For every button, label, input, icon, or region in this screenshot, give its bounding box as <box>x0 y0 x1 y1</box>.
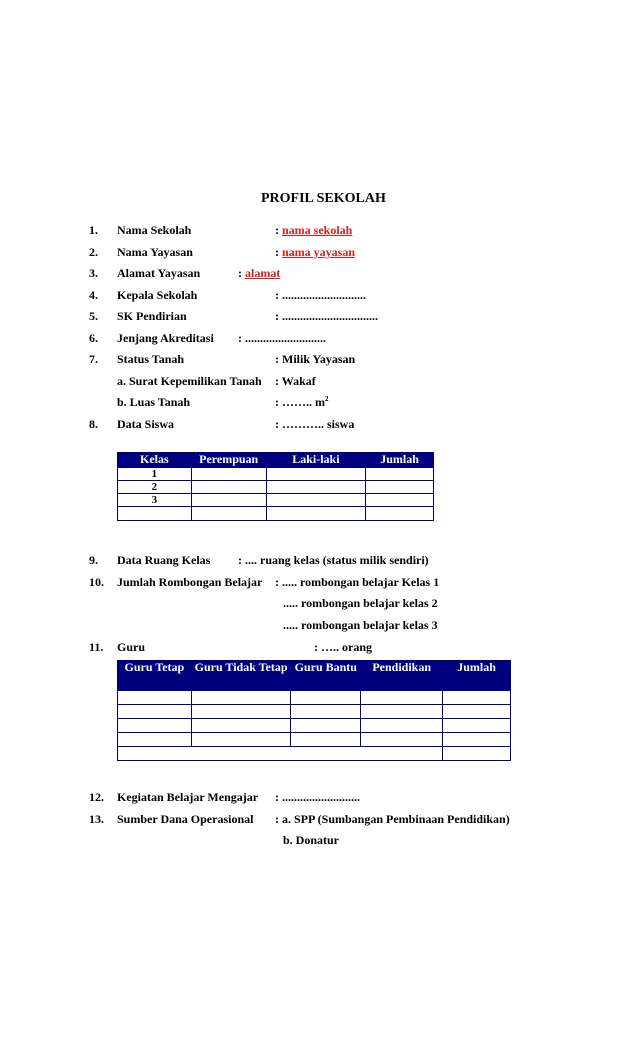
item-value: : ........................... <box>238 331 326 345</box>
table-cell[interactable]: 3 <box>118 494 192 507</box>
table-cell[interactable] <box>191 507 266 521</box>
header-guru-tetap: Guru Tetap <box>118 661 192 691</box>
item-label: SK Pendirian <box>117 309 187 323</box>
item-value: : Wakaf <box>275 374 316 388</box>
item-label: Kegiatan Belajar Mengajar <box>117 790 259 804</box>
value-prefix: : <box>238 266 245 280</box>
table-cell[interactable] <box>118 733 192 747</box>
item-number: 1. <box>89 223 98 237</box>
item-value <box>238 266 280 280</box>
alamat-link[interactable]: alamat <box>245 266 281 280</box>
table-total-row <box>118 747 511 761</box>
item-value: : a. SPP (Sumbangan Pembinaan Pendidikan) <box>275 812 510 826</box>
item-label: Alamat Yayasan <box>117 266 201 280</box>
item-label: b. Luas Tanah <box>117 395 191 409</box>
value-prefix: : <box>275 223 282 237</box>
superscript-2: 2 <box>325 395 329 403</box>
data-guru-table <box>117 660 511 761</box>
table-cell[interactable] <box>191 691 291 705</box>
item-number: 5. <box>89 309 98 323</box>
table-cell[interactable] <box>266 494 366 507</box>
item-label: Jumlah Rombongan Belajar <box>117 575 263 589</box>
luas-value: : …….. m <box>275 395 325 409</box>
item-value: : Milik Yayasan <box>275 352 356 366</box>
table-cell[interactable] <box>118 747 443 761</box>
header-pendidikan: Pendidikan <box>361 661 443 691</box>
table-cell[interactable] <box>361 705 443 719</box>
item-label: Jenjang Akreditasi <box>117 331 214 345</box>
table-cell[interactable] <box>443 747 511 761</box>
nama-sekolah-link[interactable]: nama sekolah <box>282 223 353 237</box>
table-cell[interactable] <box>191 705 291 719</box>
item-value: : .......................... <box>275 790 360 804</box>
item-label: Guru <box>117 640 146 654</box>
nama-yayasan-link[interactable]: nama yayasan <box>282 245 356 259</box>
table-row <box>118 468 434 481</box>
table-header-row <box>118 453 434 468</box>
item-number: 9. <box>89 553 98 567</box>
item-label: Status Tanah <box>117 352 185 366</box>
table-row <box>118 733 511 747</box>
table-cell[interactable] <box>266 468 366 481</box>
item-number: 10. <box>89 575 104 589</box>
table-cell[interactable] <box>366 468 434 481</box>
item-number: 13. <box>89 812 104 826</box>
item-number: 2. <box>89 245 98 259</box>
table-cell[interactable] <box>266 481 366 494</box>
item-value: : .... ruang kelas (status milik sendiri) <box>238 553 429 567</box>
table-cell[interactable]: 1 <box>118 468 192 481</box>
item-number: 3. <box>89 266 98 280</box>
table-row <box>118 719 511 733</box>
table-cell[interactable] <box>366 481 434 494</box>
item-label: a. Surat Kepemilikan Tanah <box>117 374 262 388</box>
item-value: ..... rombongan belajar kelas 3 <box>283 618 438 632</box>
table-cell[interactable] <box>291 733 361 747</box>
table-cell[interactable] <box>191 719 291 733</box>
item-number: 11. <box>89 640 104 654</box>
table-cell[interactable] <box>191 481 266 494</box>
table-cell[interactable] <box>291 705 361 719</box>
table-cell[interactable] <box>361 691 443 705</box>
table-cell[interactable] <box>118 705 192 719</box>
item-value: : ….. orang <box>314 640 372 654</box>
table-cell[interactable] <box>366 494 434 507</box>
item-number: 4. <box>89 288 98 302</box>
page-title: PROFIL SEKOLAH <box>261 191 386 206</box>
item-value: : ............................ <box>275 288 366 302</box>
table-cell[interactable] <box>291 691 361 705</box>
item-number: 12. <box>89 790 104 804</box>
item-value <box>275 223 352 237</box>
item-label: Data Ruang Kelas <box>117 553 211 567</box>
item-value <box>275 395 329 409</box>
table-cell[interactable] <box>443 705 511 719</box>
header-laki-laki: Laki-laki <box>266 453 366 468</box>
table-row <box>118 691 511 705</box>
table-cell[interactable] <box>191 494 266 507</box>
table-row <box>118 507 434 521</box>
item-value: ..... rombongan belajar kelas 2 <box>283 596 438 610</box>
header-guru-tidak-tetap: Guru Tidak Tetap <box>191 661 291 691</box>
table-cell[interactable] <box>118 691 192 705</box>
table-cell[interactable] <box>366 507 434 521</box>
header-kelas: Kelas <box>118 453 192 468</box>
item-value: b. Donatur <box>283 833 340 847</box>
item-value: : ..... rombongan belajar Kelas 1 <box>275 575 440 589</box>
table-cell[interactable] <box>361 719 443 733</box>
table-cell[interactable] <box>191 733 291 747</box>
table-cell[interactable] <box>266 507 366 521</box>
item-label: Sumber Dana Operasional <box>117 812 254 826</box>
item-number: 7. <box>89 352 98 366</box>
table-cell[interactable] <box>443 691 511 705</box>
table-row <box>118 494 434 507</box>
header-jumlah: Jumlah <box>443 661 511 691</box>
item-label: Nama Sekolah <box>117 223 192 237</box>
item-label: Kepala Sekolah <box>117 288 198 302</box>
item-label: Nama Yayasan <box>117 245 193 259</box>
item-value <box>275 245 355 259</box>
header-jumlah: Jumlah <box>366 453 434 468</box>
table-header-row <box>118 661 511 691</box>
table-cell[interactable] <box>118 719 192 733</box>
item-label: Data Siswa <box>117 417 175 431</box>
item-value: : ……….. siswa <box>275 417 355 431</box>
header-guru-bantu: Guru Bantu <box>291 661 361 691</box>
data-siswa-table <box>117 452 434 521</box>
item-value: : ................................ <box>275 309 378 323</box>
table-row <box>118 705 511 719</box>
table-cell[interactable] <box>443 719 511 733</box>
item-number: 6. <box>89 331 98 345</box>
table-cell[interactable] <box>191 468 266 481</box>
table-cell[interactable] <box>118 507 192 521</box>
table-cell[interactable]: 2 <box>118 481 192 494</box>
item-number: 8. <box>89 417 98 431</box>
table-cell[interactable] <box>291 719 361 733</box>
value-prefix: : <box>275 245 282 259</box>
header-perempuan: Perempuan <box>191 453 266 468</box>
table-cell[interactable] <box>443 733 511 747</box>
table-row <box>118 481 434 494</box>
table-cell[interactable] <box>361 733 443 747</box>
